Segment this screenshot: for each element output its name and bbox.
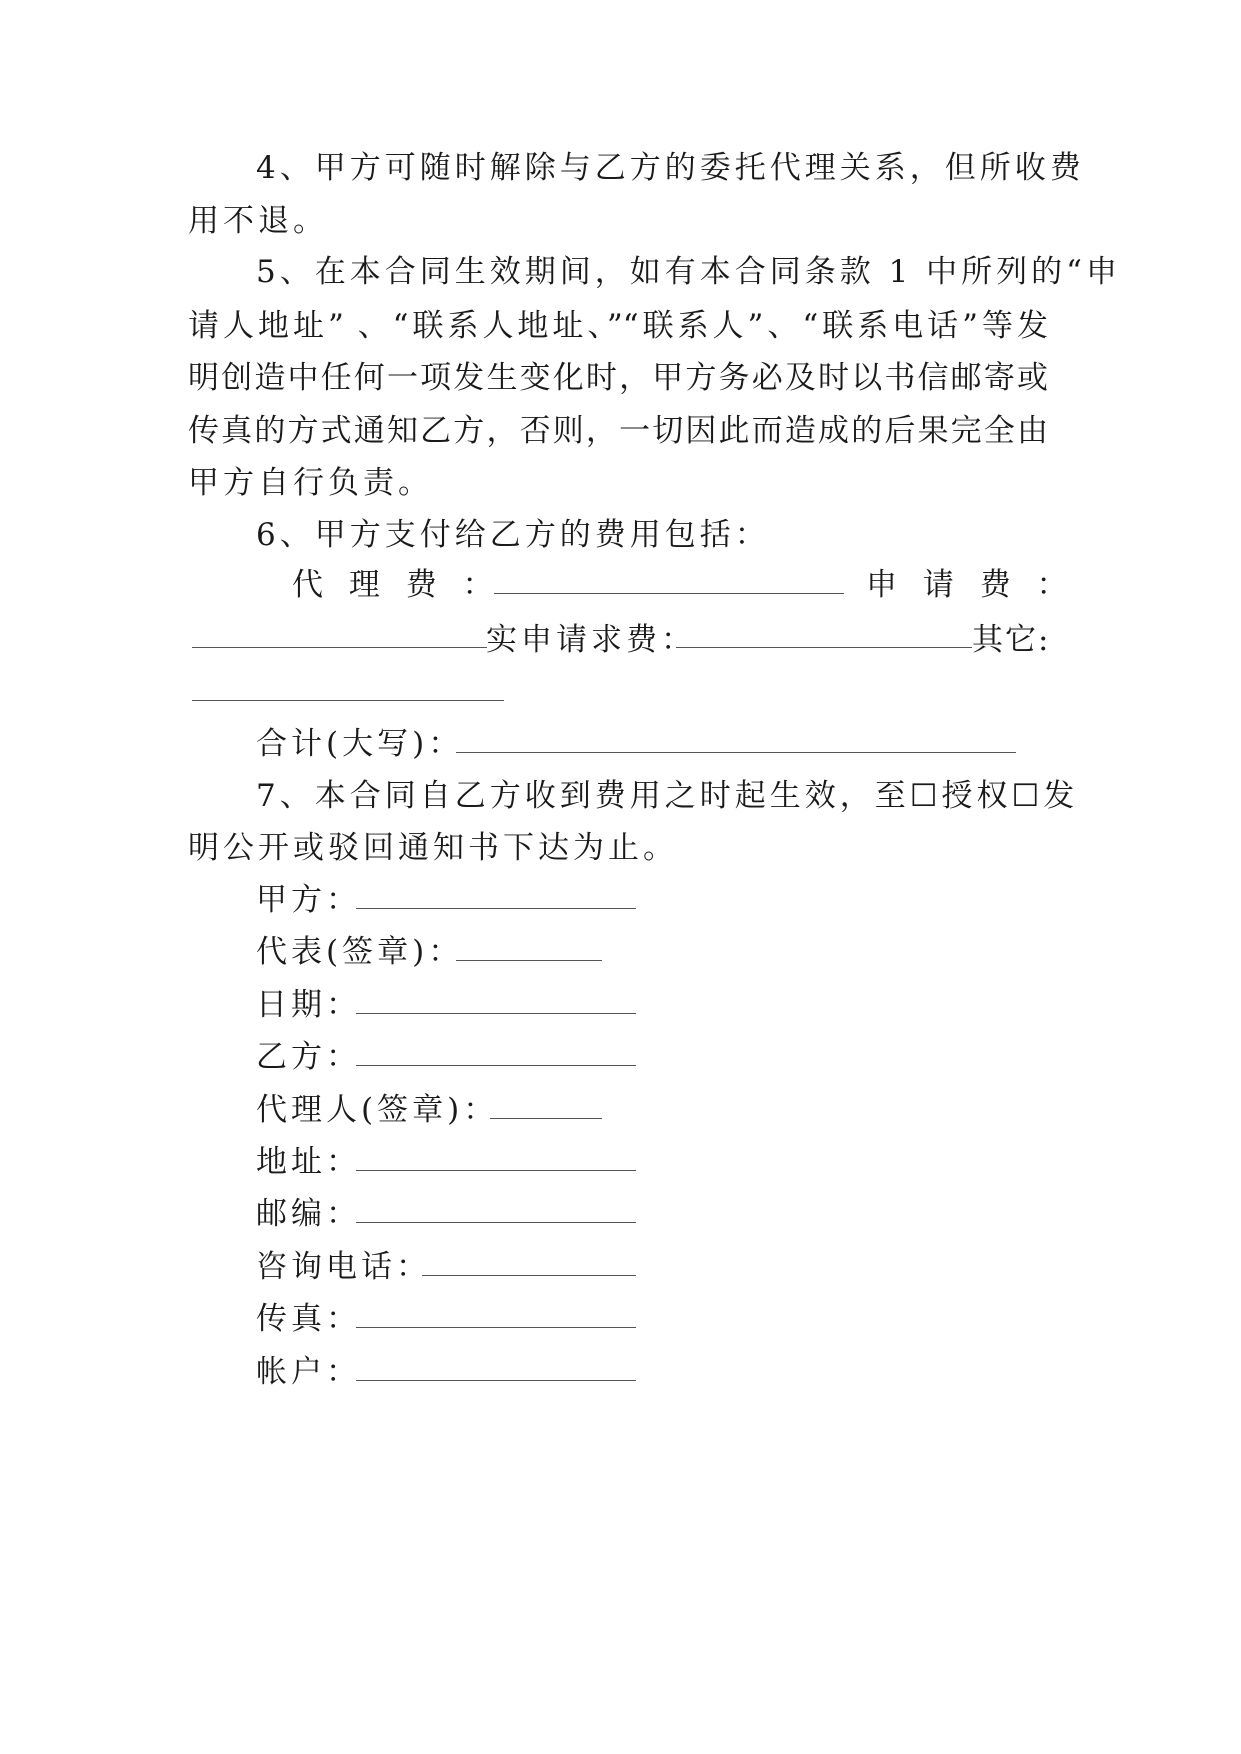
clause-7-line-2: 明公开或驳回通知书下达为止。 <box>188 830 678 866</box>
clause-4-line-1: 4、甲方可随时解除与乙方的委托代理关系，但所收费 <box>256 150 1085 186</box>
clause-4-line-2: 用不退。 <box>188 203 328 239</box>
clause-5-line-1: 5、在本合同生效期间，如有本合同条款 1 中所列的“申 <box>256 254 1122 290</box>
apply-fee-blank[interactable] <box>192 617 487 648</box>
fax-label: 传真： <box>256 1301 361 1337</box>
agent-fee-label: 代 理 费 ： <box>292 567 502 603</box>
party-a-blank[interactable] <box>356 878 636 909</box>
agent-blank[interactable] <box>490 1088 602 1119</box>
account-blank[interactable] <box>356 1350 636 1381</box>
fax-blank[interactable] <box>356 1297 636 1328</box>
account-label: 帐户： <box>256 1354 361 1390</box>
total-label: 合计(大写)： <box>256 726 464 762</box>
address-blank[interactable] <box>356 1140 636 1171</box>
apply-fee-label: 申 请 费 ： <box>866 567 1076 603</box>
clause-5-line-4: 传真的方式通知乙方，否则，一切因此而造成的后果完全由 <box>188 413 1048 449</box>
postcode-blank[interactable] <box>356 1192 636 1223</box>
total-blank[interactable] <box>456 722 1016 753</box>
exam-fee-blank[interactable] <box>676 617 972 648</box>
date-blank[interactable] <box>356 983 636 1014</box>
other-fee-label: 其它: <box>972 622 1051 658</box>
agent-label: 代理人(签章)： <box>256 1092 499 1128</box>
agent-fee-blank[interactable] <box>494 563 844 594</box>
party-a-label: 甲方： <box>256 882 361 918</box>
postcode-label: 邮编： <box>256 1196 361 1232</box>
other-fee-blank[interactable] <box>192 670 504 701</box>
phone-label: 咨询电话： <box>256 1249 431 1285</box>
rep-label: 代表(签章)： <box>256 934 464 970</box>
address-label: 地址： <box>256 1144 361 1180</box>
clause-7-line-1: 7、本合同自乙方收到费用之时起生效，至☐授权☐发 <box>256 778 1079 814</box>
clause-6-line-1: 6、甲方支付给乙方的费用包括： <box>256 517 770 553</box>
clause-5-line-5: 甲方自行负责。 <box>188 465 433 501</box>
party-b-blank[interactable] <box>356 1035 636 1066</box>
clause-5-line-2: 请人地址” 、“联系人地址、”“联系人”、“联系电话”等发 <box>188 308 1048 344</box>
clause-5-line-3: 明创造中任何一项发生变化时，甲方务必及时以书信邮寄或 <box>188 360 1048 396</box>
rep-blank[interactable] <box>456 930 602 961</box>
phone-blank[interactable] <box>422 1245 636 1276</box>
exam-fee-label: 实申请求费： <box>486 622 696 658</box>
party-b-label: 乙方： <box>256 1039 361 1075</box>
date-label: 日期： <box>256 987 361 1023</box>
